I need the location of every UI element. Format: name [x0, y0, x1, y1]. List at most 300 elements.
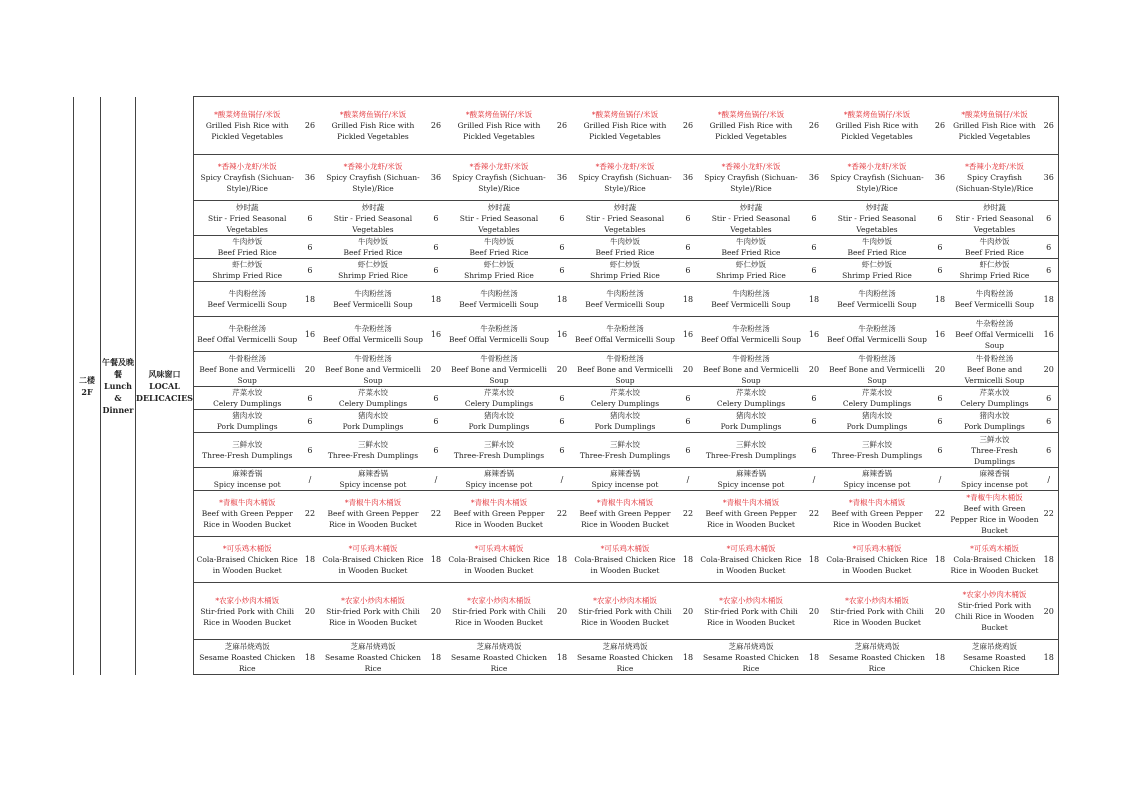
dish-name-en: Celery Dumplings — [213, 399, 282, 408]
dish-name-en: Shrimp Fried Rice — [338, 271, 408, 280]
dish-name-cell — [697, 410, 804, 433]
dish-name-cell — [319, 387, 426, 410]
dish-name-en: Stir - Fried Seasonal Vegetables — [837, 213, 917, 234]
dish-price: 20 — [300, 583, 319, 640]
dish-price: 6 — [552, 387, 571, 410]
dish-name-cell — [193, 282, 300, 317]
dish-name-zh: 炒时蔬 — [487, 202, 511, 212]
menu-row — [74, 468, 1059, 491]
dish-name-en: Beef Offal Vermicelli Soup — [955, 329, 1034, 350]
menu-row — [74, 491, 1059, 537]
dish-price: 36 — [300, 155, 319, 201]
dish-name-cell — [319, 410, 426, 433]
dish-price: 6 — [426, 201, 445, 236]
dish-name-cell — [697, 387, 804, 410]
dish-price: 20 — [804, 583, 823, 640]
dish-price: 36 — [930, 155, 949, 201]
dish-price: 26 — [930, 97, 949, 155]
dish-name-zh: 牛骨粉丝汤 — [975, 353, 1014, 363]
dish-price: 6 — [1039, 410, 1058, 433]
dish-name-zh: 猪肉水饺 — [357, 411, 388, 420]
dish-name-zh: 牛骨粉丝汤 — [732, 353, 770, 363]
dish-name-en: Spicy Crayfish (Sichuan-Style)/Rice — [326, 173, 420, 193]
dish-name-cell — [193, 201, 300, 236]
dish-name-en: Stir-fried Pork with Chili Rice in Wooden Bucket — [578, 606, 672, 627]
dish-price: 6 — [804, 410, 823, 433]
dish-name-zh: *青椒牛肉木桶饭 — [848, 498, 906, 507]
dish-name-cell — [319, 537, 426, 583]
dish-name-en: Spicy incense pot — [961, 480, 1028, 489]
dish-price: 20 — [678, 352, 697, 387]
dish-name-cell — [445, 537, 552, 583]
menu-row — [74, 583, 1059, 640]
dish-name-en: Spicy incense pot — [465, 480, 533, 489]
dish-name-en: Grilled Fish Rice with Pickled Vegetables — [835, 121, 919, 141]
dish-name-zh: 麻辣香锅 — [861, 469, 892, 478]
dish-name-en: Stir-fried Pork with Chili Rice in Wooden Bucket — [326, 606, 420, 627]
dish-price: 16 — [300, 317, 319, 352]
dish-name-cell — [949, 259, 1039, 282]
dish-price: 6 — [804, 387, 823, 410]
dish-price: 6 — [300, 201, 319, 236]
dish-price: 6 — [804, 201, 823, 236]
dish-name-en: Stir-fried Pork with Chili Rice in Wooden Bucket — [200, 606, 295, 627]
dish-name-en: Cola-Braised Chicken Rice in Wooden Bucket — [322, 555, 424, 575]
dish-price: 16 — [426, 317, 445, 352]
dish-price: / — [804, 468, 823, 491]
dish-price: 6 — [678, 236, 697, 259]
dish-price: 6 — [426, 259, 445, 282]
dish-name-cell — [823, 317, 930, 352]
dish-name-cell — [823, 468, 930, 491]
dish-name-en: Spicy incense pot — [339, 480, 407, 489]
dish-name-zh: 猪肉水饺 — [735, 411, 766, 420]
dish-name-en: Three-Fresh Dumplings — [971, 445, 1018, 466]
dish-name-cell — [949, 282, 1039, 317]
dish-name-en: Celery Dumplings — [960, 399, 1029, 408]
dish-name-cell — [571, 97, 678, 155]
dish-name-en: Beef Bone and Vermicelli Soup — [703, 364, 799, 385]
dish-price: 20 — [804, 352, 823, 387]
dish-price: 16 — [552, 317, 571, 352]
dish-name-en: Pork Dumplings — [964, 422, 1025, 431]
dish-price: / — [678, 468, 697, 491]
dish-name-cell — [823, 155, 930, 201]
dish-price: 20 — [930, 352, 949, 387]
floor-cell-en: 2F — [81, 386, 93, 397]
dish-name-en: Grilled Fish Rice with Pickled Vegetables — [331, 121, 415, 141]
dish-name-zh: 牛杂粉丝汤 — [480, 324, 518, 333]
dish-name-cell — [193, 352, 300, 387]
dish-price: 26 — [678, 97, 697, 155]
dish-name-en: Beef with Green Pepper Rice in Wooden Bucket — [453, 509, 545, 529]
dish-name-cell — [949, 236, 1039, 259]
dish-name-zh: 牛杂粉丝汤 — [228, 324, 266, 333]
dish-name-cell — [823, 583, 930, 640]
dish-name-zh: 炒时蔬 — [865, 202, 889, 212]
counter-cell-en: LOCAL DELICACIES — [136, 380, 193, 403]
dish-price: 6 — [930, 433, 949, 468]
dish-name-zh: 牛肉炒饭 — [861, 237, 892, 246]
dish-name-en: Pork Dumplings — [342, 422, 404, 431]
dish-price: 18 — [300, 640, 319, 675]
dish-price: 6 — [1039, 259, 1058, 282]
dish-name-en: Beef with Green Pepper Rice in Wooden Bucket — [579, 509, 671, 529]
dish-price: 18 — [426, 537, 445, 583]
menu-row — [74, 97, 1059, 155]
dish-name-en: Three-Fresh Dumplings — [831, 451, 923, 460]
dish-name-cell — [697, 259, 804, 282]
dish-name-zh: 麻辣香锅 — [735, 469, 766, 478]
dish-name-cell — [823, 491, 930, 537]
dish-price: 20 — [426, 352, 445, 387]
dish-name-en: Beef Vermicelli Soup — [459, 300, 539, 309]
dish-price: / — [1039, 468, 1058, 491]
dish-price: 18 — [930, 282, 949, 317]
dish-price: 18 — [552, 640, 571, 675]
dish-price: 22 — [300, 491, 319, 537]
dish-price: 6 — [552, 236, 571, 259]
dish-name-zh: *农家小炒肉木桶饭 — [845, 595, 909, 605]
counter-cell — [136, 97, 194, 675]
dish-name-cell — [319, 352, 426, 387]
floor-cell — [74, 97, 101, 675]
dish-name-en: Cola-Braised Chicken Rice in Wooden Bucket — [826, 555, 928, 575]
dish-name-en: Beef with Green Pepper Rice in Wooden Bucket — [201, 509, 293, 529]
dish-name-cell — [949, 352, 1039, 387]
dish-name-cell — [949, 583, 1039, 640]
dish-name-zh: 芹菜水饺 — [357, 388, 388, 397]
dish-price: 6 — [678, 410, 697, 433]
dish-name-en: Sesame Roasted Chicken Rice — [703, 652, 799, 673]
dish-price: 22 — [426, 491, 445, 537]
dish-name-cell — [319, 433, 426, 468]
dish-name-cell — [571, 282, 678, 317]
dish-price: 6 — [300, 259, 319, 282]
dish-price: 6 — [552, 433, 571, 468]
dish-name-zh: 芹菜水饺 — [735, 388, 766, 397]
dish-price: 6 — [426, 387, 445, 410]
dish-name-zh: 三鲜水饺 — [357, 440, 388, 449]
menu-row — [74, 352, 1059, 387]
dish-name-en: Beef Vermicelli Soup — [333, 300, 413, 309]
dish-name-en: Spicy Crayfish (Sichuan-Style)/Rice — [578, 173, 672, 193]
dish-name-cell — [571, 236, 678, 259]
dish-name-cell — [697, 317, 804, 352]
dish-name-en: Cola-Braised Chicken Rice in Wooden Bucket — [196, 555, 298, 575]
dish-name-zh: *酸菜烤鱼锅仔/米饭 — [591, 110, 659, 119]
dish-name-zh: 猪肉水饺 — [483, 411, 514, 420]
dish-name-cell — [697, 97, 804, 155]
dish-name-en: Grilled Fish Rice with Pickled Vegetables — [583, 121, 667, 141]
dish-name-en: Three-Fresh Dumplings — [453, 451, 545, 460]
dish-name-zh: 麻辣香锅 — [979, 469, 1010, 478]
floor-cell-zh: 二楼 — [79, 374, 95, 385]
dish-name-zh: *可乐鸡木桶饭 — [222, 544, 272, 553]
dish-name-cell — [697, 433, 804, 468]
dish-name-cell — [193, 410, 300, 433]
dish-name-cell — [445, 155, 552, 201]
dish-name-zh: 牛杂粉丝汤 — [354, 324, 392, 333]
dish-name-cell — [697, 468, 804, 491]
dish-name-cell — [949, 410, 1039, 433]
dish-price: 6 — [804, 433, 823, 468]
dish-name-zh: 牛肉粉丝汤 — [228, 289, 266, 298]
dish-price: 16 — [930, 317, 949, 352]
dish-name-cell — [823, 537, 930, 583]
dish-name-zh: 牛骨粉丝汤 — [606, 353, 644, 363]
dish-name-en: Celery Dumplings — [464, 399, 534, 408]
dish-name-zh: 猪肉水饺 — [609, 411, 640, 420]
dish-name-cell — [571, 583, 678, 640]
dish-name-cell — [697, 352, 804, 387]
dish-price: 6 — [678, 259, 697, 282]
menu-row — [74, 317, 1059, 352]
dish-name-en: Beef with Green Pepper Rice in Wooden Bucket — [705, 509, 797, 529]
dish-name-en: Spicy Crayfish (Sichuan-Style)/Rice — [200, 173, 294, 193]
dish-price: 26 — [1039, 97, 1058, 155]
dish-name-cell — [697, 236, 804, 259]
dish-name-zh: 芹菜水饺 — [861, 388, 892, 397]
dish-price: 26 — [552, 97, 571, 155]
dish-name-zh: 牛骨粉丝汤 — [354, 353, 392, 363]
dish-price: 6 — [1039, 236, 1058, 259]
dish-name-zh: *酸菜烤鱼锅仔/米饭 — [214, 110, 281, 119]
dish-name-cell — [823, 97, 930, 155]
dish-name-zh: 牛肉粉丝汤 — [975, 289, 1014, 298]
dish-name-zh: 芝麻吊烧鸡饭 — [728, 641, 774, 651]
dish-price: 18 — [804, 640, 823, 675]
dish-name-en: Beef Bone and Vermicelli Soup — [577, 364, 673, 385]
dish-name-cell — [319, 201, 426, 236]
dish-name-zh: 牛杂粉丝汤 — [606, 324, 644, 333]
dish-name-zh: 炒时蔬 — [739, 202, 763, 212]
dish-price: 22 — [678, 491, 697, 537]
dish-name-en: Shrimp Fried Rice — [212, 271, 283, 280]
dish-price: 36 — [678, 155, 697, 201]
dish-name-cell — [445, 387, 552, 410]
dish-name-en: Beef Bone and Vermicelli Soup — [964, 364, 1025, 385]
dish-name-en: Pork Dumplings — [846, 422, 908, 431]
dish-name-en: Celery Dumplings — [338, 399, 408, 408]
dish-price: 6 — [678, 201, 697, 236]
dish-name-en: Stir-fried Pork with Chili Rice in Wooden Bucket — [830, 606, 924, 627]
dish-price: 20 — [930, 583, 949, 640]
dish-name-zh: *农家小炒肉木桶饭 — [719, 595, 783, 605]
dish-name-cell — [193, 537, 300, 583]
dish-price: 6 — [678, 387, 697, 410]
dish-name-zh: 芝麻吊烧鸡饭 — [971, 641, 1017, 651]
dish-name-cell — [445, 201, 552, 236]
dish-name-zh: 牛骨粉丝汤 — [480, 353, 518, 363]
dish-name-en: Stir-fried Pork with Chili Rice in Wooden Bucket — [954, 601, 1035, 632]
dish-price: 20 — [300, 352, 319, 387]
dish-name-en: Spicy incense pot — [717, 480, 785, 489]
dish-name-en: Beef Bone and Vermicelli Soup — [325, 364, 421, 385]
dish-name-zh: 虾仁炒饭 — [609, 260, 640, 269]
dish-name-en: Beef Offal Vermicelli Soup — [700, 335, 801, 344]
dish-name-cell — [193, 491, 300, 537]
dish-name-cell — [445, 410, 552, 433]
dish-name-zh: 三鲜水饺 — [861, 440, 892, 449]
dish-name-en: Spicy incense pot — [843, 480, 911, 489]
dish-price: 18 — [1039, 640, 1058, 675]
dish-name-zh: *可乐鸡木桶饭 — [600, 544, 650, 553]
dish-name-cell — [319, 259, 426, 282]
dish-name-en: Grilled Fish Rice with Pickled Vegetables — [709, 121, 793, 141]
dish-name-en: Shrimp Fried Rice — [464, 271, 534, 280]
meal-period-cell-en: Lunch & Dinner — [102, 380, 134, 415]
dish-name-en: Spicy Crayfish (Sichuan-Style)/Rice — [955, 173, 1034, 193]
dish-name-cell — [571, 410, 678, 433]
dish-name-en: Shrimp Fried Rice — [842, 271, 912, 280]
dish-name-en: Stir - Fried Seasonal Vegetables — [459, 213, 539, 234]
dish-name-cell — [445, 282, 552, 317]
menu-row — [74, 259, 1059, 282]
dish-name-cell — [445, 317, 552, 352]
dish-name-zh: *酸菜烤鱼锅仔/米饭 — [465, 110, 533, 119]
menu-row — [74, 236, 1059, 259]
dish-name-cell — [445, 491, 552, 537]
dish-name-cell — [697, 282, 804, 317]
menu-row — [74, 537, 1059, 583]
dish-price: 6 — [930, 236, 949, 259]
dish-name-zh: 牛杂粉丝汤 — [975, 318, 1014, 328]
counter-cell-zh: 风味窗口 — [148, 368, 181, 379]
dish-name-zh: *可乐鸡木桶饭 — [474, 544, 524, 553]
dish-name-zh: 猪肉水饺 — [861, 411, 892, 420]
dish-name-en: Three-Fresh Dumplings — [705, 451, 797, 460]
dish-name-zh: 牛肉炒饭 — [735, 237, 766, 246]
dish-price: 18 — [1039, 282, 1058, 317]
dish-name-cell — [571, 387, 678, 410]
dish-name-en: Beef with Green Pepper Rice in Wooden Bucket — [831, 509, 923, 529]
dish-name-cell — [823, 201, 930, 236]
dish-name-zh: 牛肉粉丝汤 — [858, 289, 896, 298]
dish-name-en: Pork Dumplings — [216, 422, 278, 431]
dish-name-zh: 虾仁炒饭 — [979, 260, 1010, 269]
dish-name-cell — [193, 97, 300, 155]
dish-price: 36 — [804, 155, 823, 201]
dish-price: 6 — [300, 433, 319, 468]
dish-price: 18 — [300, 282, 319, 317]
menu-table — [73, 96, 1059, 675]
dish-price: 6 — [552, 259, 571, 282]
dish-price: 20 — [552, 352, 571, 387]
dish-price: 26 — [426, 97, 445, 155]
dish-price: 20 — [678, 583, 697, 640]
dish-name-en: Beef Fried Rice — [721, 248, 781, 257]
dish-name-en: Beef Fried Rice — [217, 248, 277, 257]
dish-name-zh: 虾仁炒饭 — [232, 260, 263, 269]
dish-name-zh: 虾仁炒饭 — [357, 260, 388, 269]
dish-name-en: Celery Dumplings — [590, 399, 660, 408]
dish-name-cell — [193, 259, 300, 282]
dish-name-zh: *香辣小龙虾/米饭 — [469, 162, 529, 171]
dish-name-en: Beef Fried Rice — [964, 248, 1024, 257]
dish-name-cell — [949, 537, 1039, 583]
dish-name-en: Shrimp Fried Rice — [590, 271, 660, 280]
dish-name-en: Beef with Green Pepper Rice in Wooden Bucket — [950, 503, 1039, 535]
dish-price: 18 — [930, 537, 949, 583]
dish-name-zh: *青椒牛肉木桶饭 — [470, 498, 528, 507]
dish-name-en: Three-Fresh Dumplings — [327, 451, 419, 460]
dish-name-en: Pork Dumplings — [594, 422, 656, 431]
dish-name-zh: *可乐鸡木桶饭 — [970, 544, 1019, 553]
dish-price: 18 — [552, 282, 571, 317]
dish-name-cell — [571, 259, 678, 282]
dish-name-cell — [697, 491, 804, 537]
dish-price: 20 — [552, 583, 571, 640]
meal-period-cell-zh: 午餐及晚餐 — [102, 356, 134, 379]
dish-name-en: Sesame Roasted Chicken Rice — [577, 652, 673, 673]
dish-name-cell — [445, 468, 552, 491]
dish-name-en: Three-Fresh Dumplings — [579, 451, 671, 460]
dish-name-cell — [319, 317, 426, 352]
dish-name-cell — [445, 97, 552, 155]
dish-name-en: Beef Bone and Vermicelli Soup — [829, 364, 925, 385]
dish-name-en: Beef Vermicelli Soup — [585, 300, 665, 309]
dish-name-zh: 炒时蔬 — [613, 202, 637, 212]
dish-name-zh: 麻辣香锅 — [357, 469, 388, 478]
dish-name-zh: *可乐鸡木桶饭 — [852, 544, 902, 553]
dish-name-cell — [193, 387, 300, 410]
dish-price: 6 — [804, 236, 823, 259]
dish-price: 6 — [426, 410, 445, 433]
dish-name-zh: 三鲜水饺 — [735, 440, 766, 449]
dish-name-en: Grilled Fish Rice with Pickled Vegetables — [205, 121, 289, 141]
dish-name-zh: *香辣小龙虾/米饭 — [721, 162, 781, 171]
dish-name-cell — [823, 352, 930, 387]
dish-name-zh: *酸菜烤鱼锅仔/米饭 — [339, 110, 407, 119]
dish-price: 16 — [804, 317, 823, 352]
dish-name-cell — [193, 433, 300, 468]
dish-name-zh: *香辣小龙虾/米饭 — [217, 162, 277, 171]
dish-name-en: Beef Offal Vermicelli Soup — [826, 335, 927, 344]
dish-price: 16 — [678, 317, 697, 352]
dish-name-en: Beef Offal Vermicelli Soup — [574, 335, 675, 344]
dish-name-cell — [319, 640, 426, 675]
dish-name-en: Spicy incense pot — [591, 480, 659, 489]
dish-name-zh: 牛肉粉丝汤 — [732, 289, 770, 298]
dish-name-cell — [571, 352, 678, 387]
dish-name-zh: 牛杂粉丝汤 — [732, 324, 770, 333]
dish-price: 22 — [552, 491, 571, 537]
dish-price: 18 — [1039, 537, 1058, 583]
dish-name-cell — [319, 282, 426, 317]
dish-name-en: Grilled Fish Rice with Pickled Vegetables — [953, 121, 1036, 141]
meal-period-cell — [101, 97, 136, 675]
dish-name-zh: 芝麻吊烧鸡饭 — [854, 641, 900, 651]
dish-name-cell — [949, 468, 1039, 491]
dish-name-zh: *青椒牛肉木桶饭 — [344, 498, 402, 507]
dish-price: 6 — [930, 387, 949, 410]
dish-price: 18 — [426, 640, 445, 675]
dish-name-zh: *酸菜烤鱼锅仔/米饭 — [961, 110, 1028, 119]
dish-name-en: Pork Dumplings — [720, 422, 782, 431]
dish-name-cell — [319, 97, 426, 155]
dish-name-en: Beef Offal Vermicelli Soup — [197, 335, 298, 344]
dish-name-zh: 牛骨粉丝汤 — [228, 353, 266, 363]
dish-name-zh: 牛肉炒饭 — [609, 237, 640, 246]
dish-price: 18 — [678, 640, 697, 675]
dish-name-en: Sesame Roasted Chicken Rice — [325, 652, 421, 673]
dish-name-cell — [949, 433, 1039, 468]
dish-name-cell — [319, 491, 426, 537]
dish-price: 6 — [300, 410, 319, 433]
dish-name-cell — [697, 583, 804, 640]
dish-name-en: Grilled Fish Rice with Pickled Vegetables — [457, 121, 541, 141]
